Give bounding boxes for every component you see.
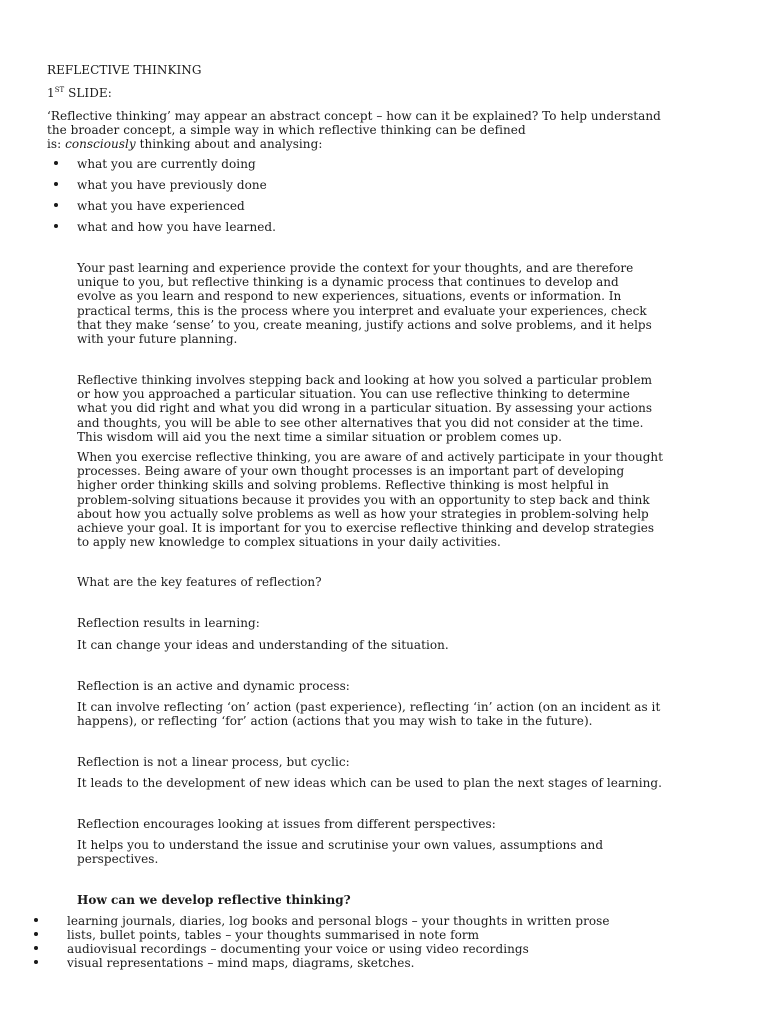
key-features-question: What are the key features of reflection? <box>77 575 322 589</box>
feature-body: happens), or reflecting ‘for’ action (actions that you may wish to take in the future). <box>77 714 593 728</box>
paragraph-line: and thoughts, you will be able to see other alternatives that you did not consider at the time. <box>77 415 644 430</box>
bullet-dot-icon <box>34 932 38 936</box>
paragraph-context <box>77 261 652 346</box>
paragraph-line: higher order thinking skills and solving problems. Reflective thinking is most helpful in <box>77 478 609 493</box>
paragraph-line: This wisdom will aid you the next time a similar situation or problem comes up. <box>77 429 562 444</box>
paragraph-line: with your future planning. <box>77 332 238 347</box>
paragraph-stepping-back <box>77 373 652 444</box>
intro-prefix: is: <box>47 137 66 151</box>
bullet-dot-icon <box>34 918 38 922</box>
paragraph-line: about how you actually solve problems as well as how your strategies in problem-solving help <box>77 506 649 521</box>
feature-title: Reflection results in learning: <box>77 616 260 630</box>
list-item: what and how you have learned. <box>77 220 276 234</box>
bullet-dot-icon <box>54 203 58 207</box>
paragraph-line: or how you approached a particular situation. You can use reflective thinking to determine <box>77 387 630 402</box>
page-heading: REFLECTIVE THINKING <box>47 63 202 77</box>
paragraph-line: When you exercise reflective thinking, you are aware of and actively participate in your thought <box>77 450 663 464</box>
feature-title: Reflection is an active and dynamic process: <box>77 679 350 693</box>
feature-body: It leads to the development of new ideas which can be used to plan the next stages of learning. <box>77 776 662 790</box>
paragraph-exercise <box>77 450 663 549</box>
paragraph-line: problem-solving situations because it provides you with an opportunity to step back and think <box>77 492 650 507</box>
feature-body: perspectives. <box>77 852 159 866</box>
feature-body: It helps you to understand the issue and scrutinise your own values, assumptions and <box>77 838 604 852</box>
bullet-dot-icon <box>54 224 58 228</box>
slide-label-text: SLIDE: <box>64 86 112 100</box>
paragraph-line: practical terms, this is the process where you interpret and evaluate your experiences, check <box>77 303 647 318</box>
slide-number-suffix: ST <box>54 86 65 94</box>
paragraph-line: unique to you, but reflective thinking is a dynamic process that continues to develop and <box>77 275 619 290</box>
slide-label <box>47 86 112 100</box>
intro-line-1: ‘Reflective thinking’ may appear an abstract concept – how can it be explained? To help understand <box>47 109 661 123</box>
feature-title: Reflection is not a linear process, but cyclic: <box>77 755 350 769</box>
list-item: what you are currently doing <box>77 157 256 171</box>
feature-body: It can change your ideas and understanding of the situation. <box>77 638 449 652</box>
intro-line-3 <box>47 137 322 151</box>
feature-title: Reflection encourages looking at issues from different perspectives: <box>77 817 496 831</box>
paragraph-line: Reflective thinking involves stepping back and looking at how you solved a particular problem <box>77 373 652 387</box>
list-item: visual representations – mind maps, diagrams, sketches. <box>67 956 415 970</box>
paragraph-line: achieve your goal. It is important for you to exercise reflective thinking and develop strategies <box>77 521 655 536</box>
paragraph-line: to apply new knowledge to complex situations in your daily activities. <box>77 535 501 550</box>
list-item: what you have previously done <box>77 178 267 192</box>
intro-suffix: thinking about and analysing: <box>135 137 323 151</box>
develop-heading: How can we develop reflective thinking? <box>77 893 351 907</box>
bullet-dot-icon <box>34 960 38 964</box>
slide-number: 1 <box>47 86 55 100</box>
paragraph-line: evolve as you learn and respond to new experiences, situations, events or information. In <box>77 289 622 304</box>
list-item: lists, bullet points, tables – your thoughts summarised in note form <box>67 928 480 942</box>
list-item: audiovisual recordings – documenting your voice or using video recordings <box>67 942 529 956</box>
paragraph-line: that they make ‘sense’ to you, create meaning, justify actions and solve problems, and it helps <box>77 317 652 332</box>
paragraph-line: what you did right and what you did wrong in a particular situation. By assessing your actions <box>77 401 652 416</box>
bullet-dot-icon <box>34 946 38 950</box>
feature-body: It can involve reflecting ‘on’ action (past experience), reflecting ‘in’ action (on an incident as it <box>77 700 661 714</box>
bullet-dot-icon <box>54 161 58 165</box>
list-item: learning journals, diaries, log books and personal blogs – your thoughts in written prose <box>67 914 610 928</box>
intro-line-2: the broader concept, a simple way in which reflective thinking can be defined <box>47 123 526 137</box>
paragraph-line: Your past learning and experience provide the context for your thoughts, and are therefore <box>77 261 634 275</box>
bullet-dot-icon <box>54 182 58 186</box>
paragraph-line: processes. Being aware of your own thought processes is an important part of developing <box>77 464 625 479</box>
intro-emphasis: consciously <box>65 137 136 151</box>
list-item: what you have experienced <box>77 199 245 213</box>
